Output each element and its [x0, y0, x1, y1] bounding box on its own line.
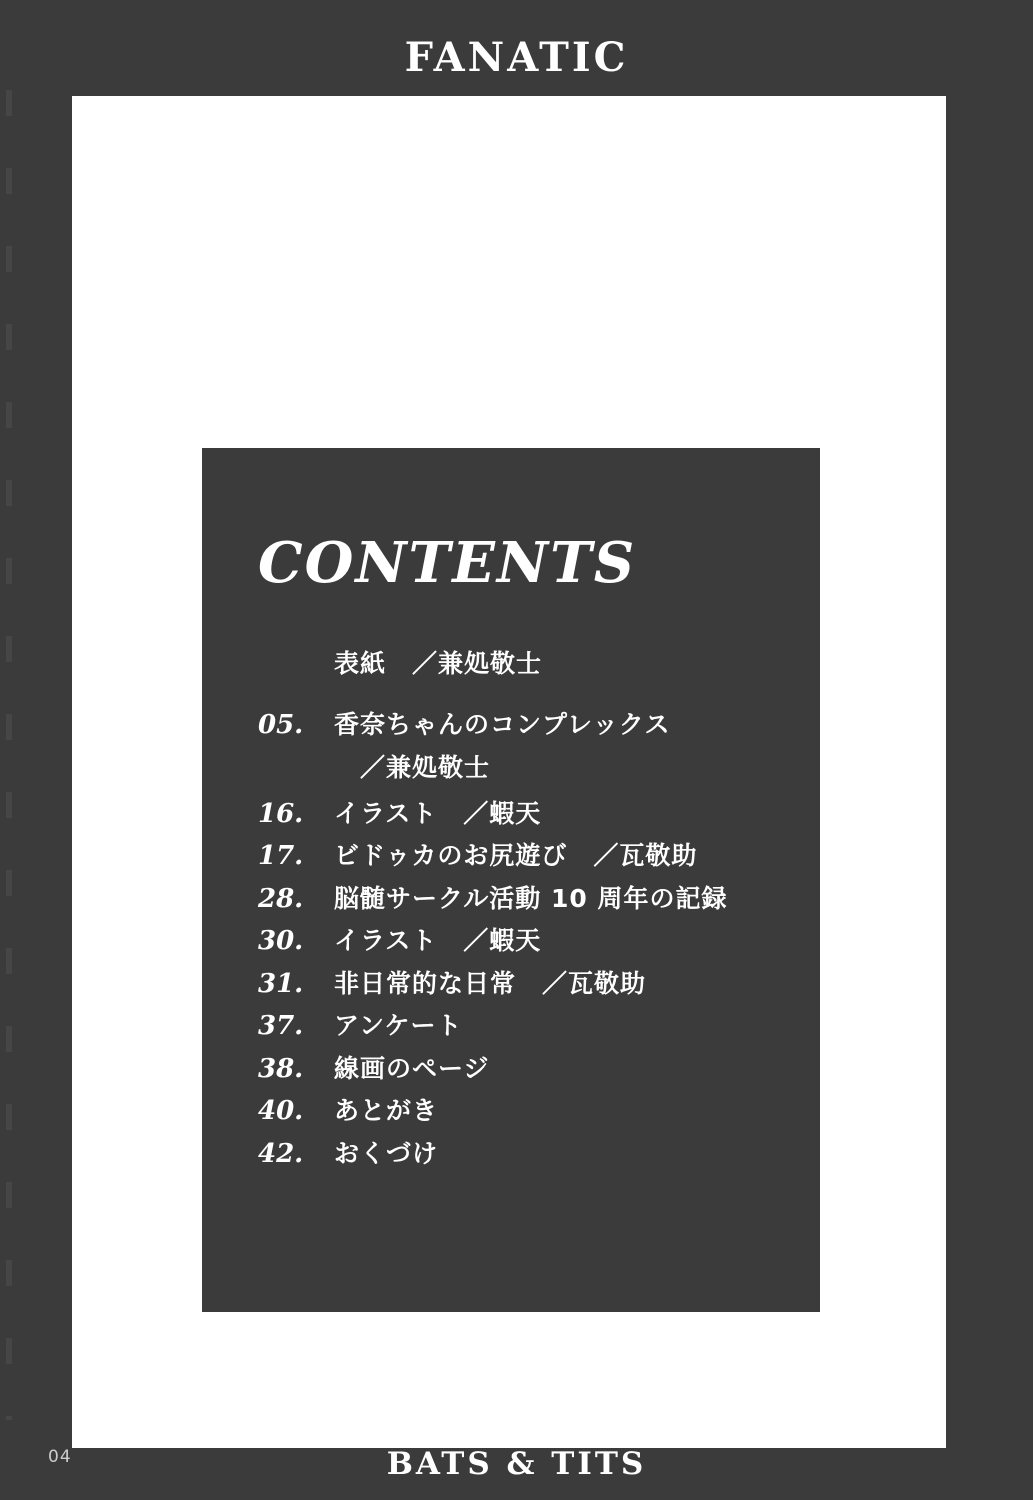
page-footer-title: BATS & TITS: [386, 1446, 647, 1482]
paper-area-right: [818, 96, 946, 1448]
toc-entry-page-number: 30.: [258, 926, 304, 957]
toc-entry-page-number: 05.: [258, 710, 304, 741]
page-number: 04: [48, 1447, 72, 1467]
toc-entry-title: おくづけ: [334, 1138, 439, 1168]
toc-entry-title: ビドゥカのお尻遊び ／瓦敬助: [334, 841, 698, 871]
toc-entry-title: 非日常的な日常 ／瓦敬助: [334, 968, 647, 998]
toc-entry-page-number: 31.: [258, 968, 304, 999]
scan-edge-marks: [6, 90, 12, 1420]
toc-entry[interactable]: [258, 709, 798, 742]
table-of-contents: [258, 648, 798, 1180]
toc-entry-credit: ／兼処敬士: [360, 752, 491, 782]
toc-entry-page-number: 40.: [258, 1096, 304, 1127]
toc-entry[interactable]: [258, 1053, 798, 1086]
toc-entry[interactable]: [258, 883, 798, 916]
toc-entry[interactable]: [258, 968, 798, 1001]
toc-entry-page-number: 28.: [258, 883, 304, 914]
toc-entry-title: イラスト ／蝦天: [334, 798, 542, 828]
toc-entry-title: あとがき: [334, 1096, 439, 1126]
toc-entry[interactable]: [258, 1138, 798, 1171]
toc-entry-title: イラスト ／蝦天: [334, 926, 542, 956]
toc-entry-title: アンケート: [334, 1011, 463, 1041]
toc-entry-title: 線画のページ: [334, 1053, 490, 1083]
toc-entry[interactable]: [258, 1010, 798, 1043]
toc-entry-page-number: 37.: [258, 1011, 304, 1042]
toc-entry[interactable]: [258, 648, 798, 679]
contents-panel: [202, 448, 820, 1312]
toc-entry-page-number: 16.: [258, 798, 304, 829]
page-header-title: FANATIC: [404, 34, 629, 81]
toc-entry-page-number: 42.: [258, 1138, 304, 1169]
toc-entry-title: 表紙 ／兼処敬士: [334, 649, 543, 678]
toc-entry[interactable]: [258, 925, 798, 958]
toc-entry[interactable]: [258, 840, 798, 873]
toc-entry-title: 脳髄サークル活動 10 周年の記録: [334, 883, 728, 913]
toc-entry[interactable]: [258, 1095, 798, 1128]
contents-heading: CONTENTS: [258, 530, 637, 596]
toc-entry[interactable]: [258, 798, 798, 831]
toc-entry-page-number: 38.: [258, 1053, 304, 1084]
toc-entry-page-number: 17.: [258, 841, 304, 872]
toc-entry-title: 香奈ちゃんのコンプレックス: [334, 710, 671, 740]
